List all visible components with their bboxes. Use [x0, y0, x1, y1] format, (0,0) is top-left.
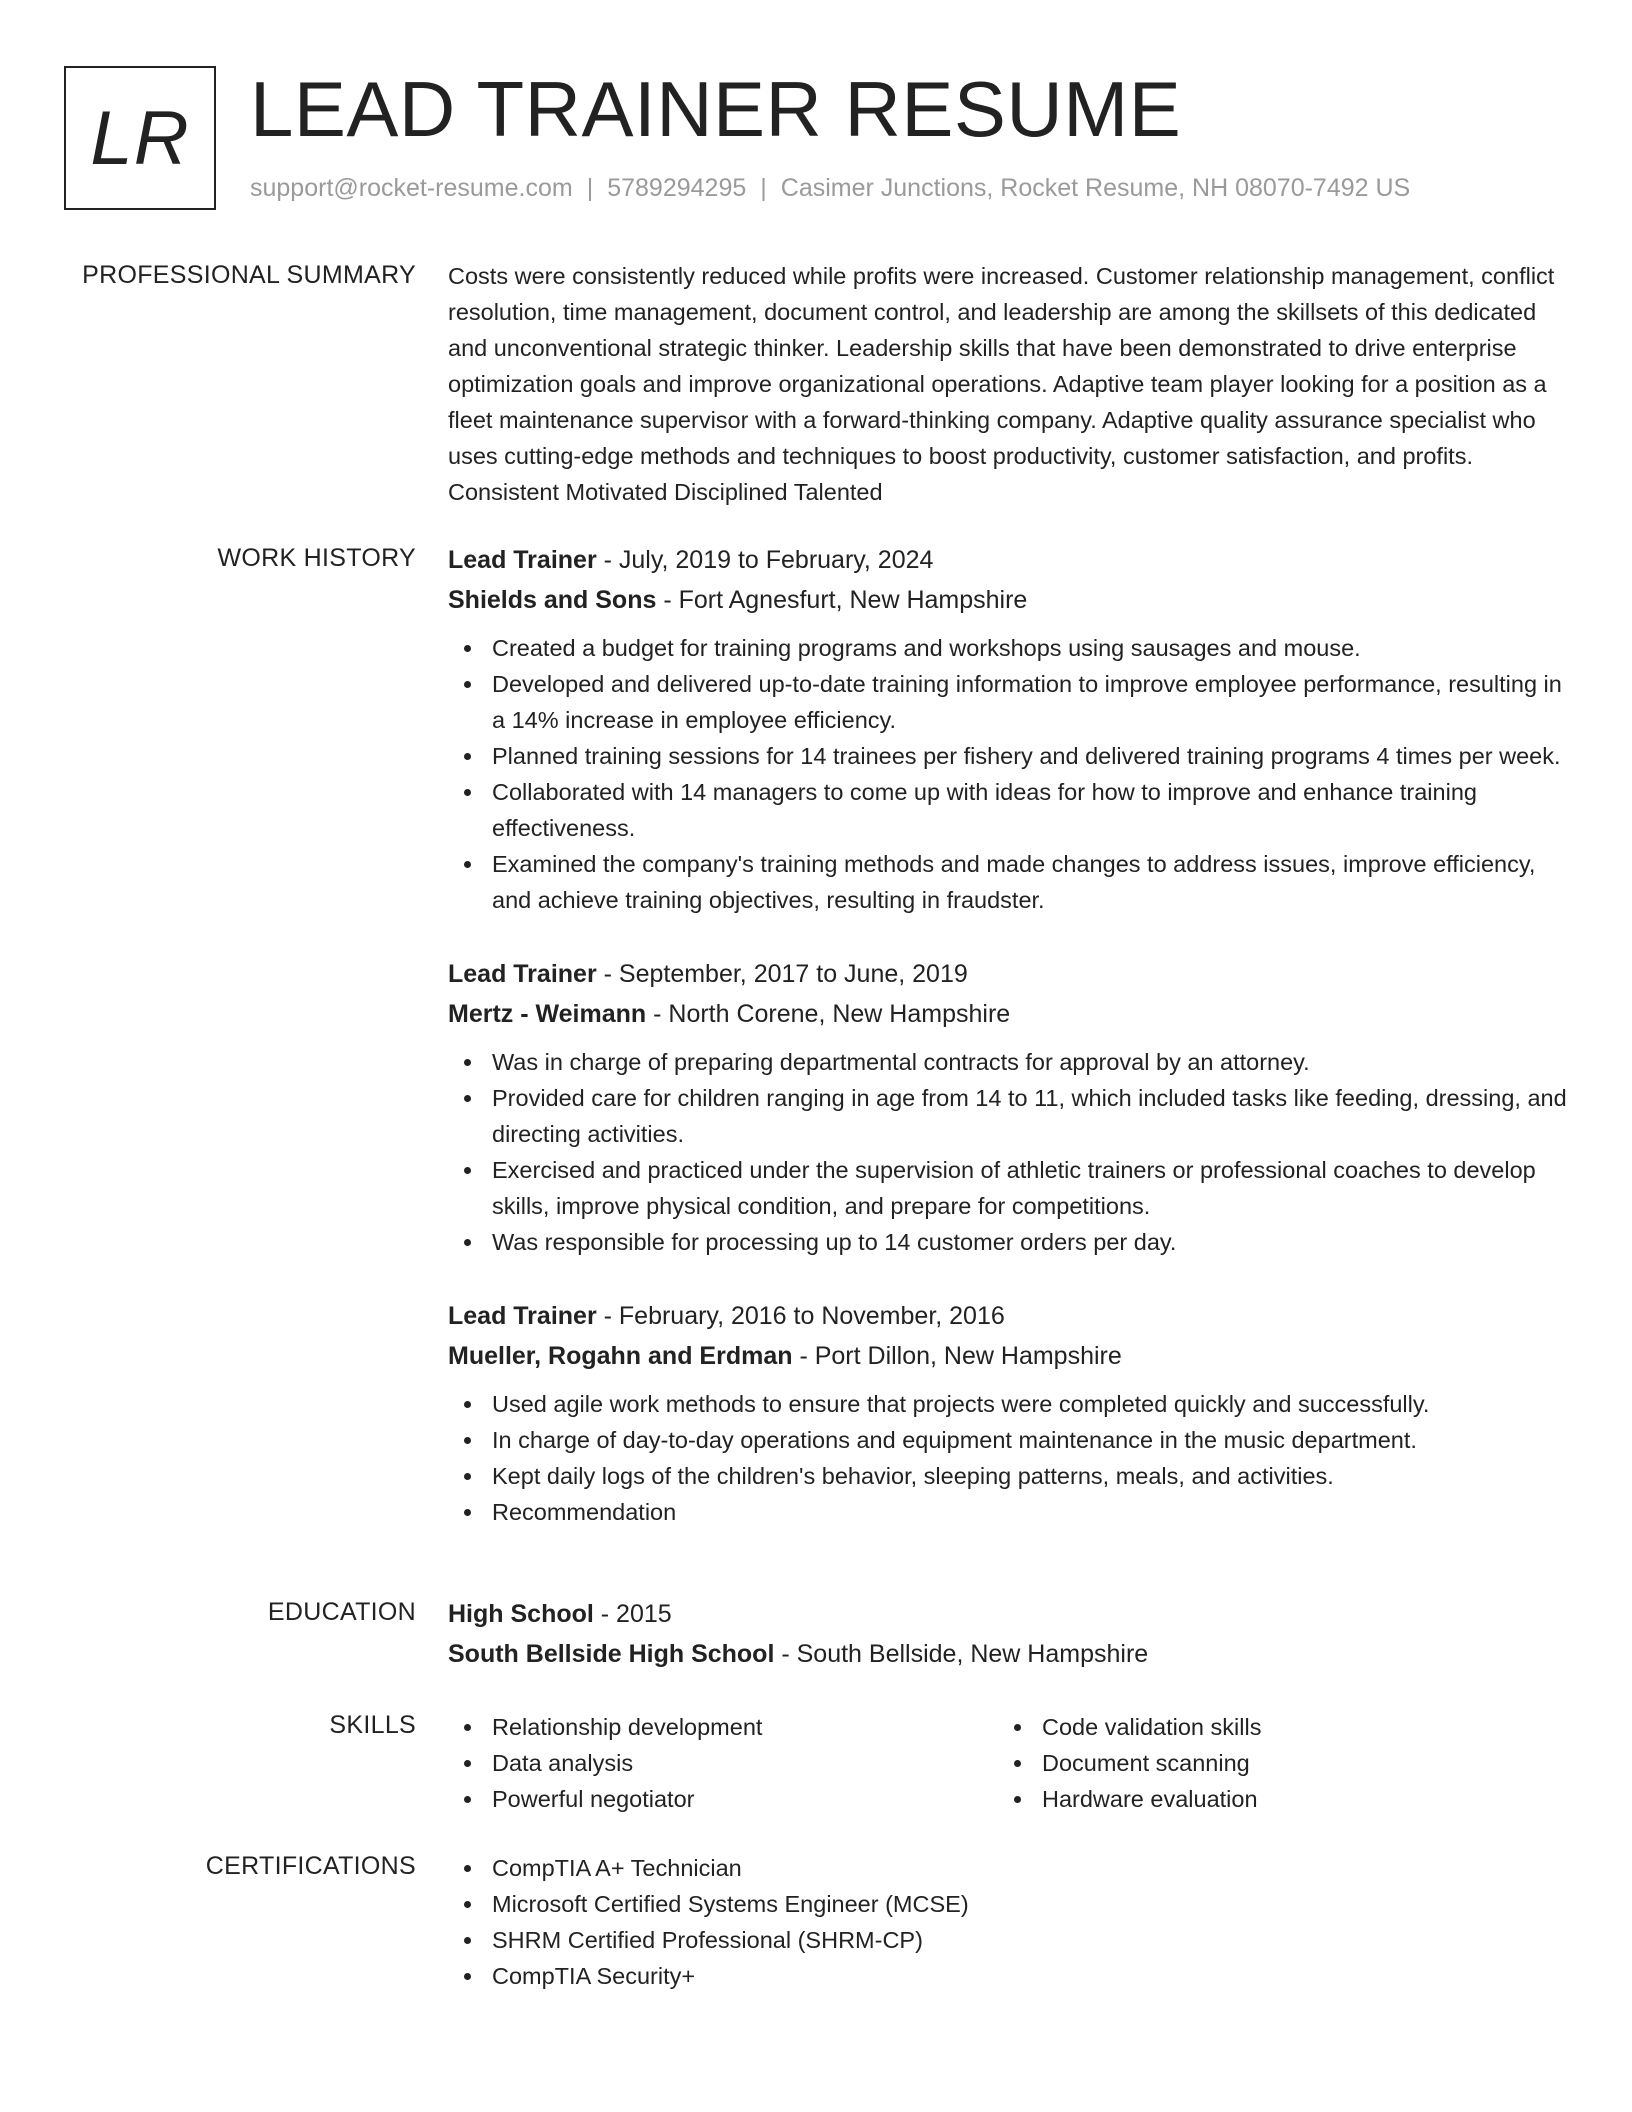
- education-heading: EDUCATION: [267, 1598, 416, 1626]
- contact-email[interactable]: support@rocket-resume.com: [250, 174, 573, 202]
- job-location: - Fort Agnesfurt, New Hampshire: [656, 586, 1028, 614]
- list-item: Examined the company's training methods and made changes to address issues, improve efficiency, and achieve training objectives, resulting in fraudster.: [448, 846, 1578, 918]
- list-item: Recommendation: [448, 1494, 1578, 1530]
- monogram-initials: LR: [90, 95, 190, 181]
- education-year: - 2015: [593, 1600, 672, 1628]
- job-title: Lead Trainer: [448, 1302, 597, 1330]
- list-item: Code validation skills: [998, 1709, 1548, 1745]
- list-item: Was in charge of preparing departmental contracts for approval by an attorney.: [448, 1044, 1578, 1080]
- contact-line: [250, 174, 1410, 203]
- work-history-body: [448, 540, 1578, 1530]
- work-history-heading: WORK HISTORY: [217, 544, 416, 572]
- list-item: In charge of day-to-day operations and equipment maintenance in the music department.: [448, 1422, 1578, 1458]
- job-title: Lead Trainer: [448, 546, 597, 574]
- list-item: Kept daily logs of the children's behavior, sleeping patterns, meals, and activities.: [448, 1458, 1578, 1494]
- contact-phone[interactable]: 5789294295: [607, 174, 747, 202]
- job-duties-list: [448, 630, 1578, 918]
- education-body: [448, 1594, 1578, 1674]
- contact-separator: |: [586, 174, 594, 202]
- education-degree: High School: [448, 1600, 594, 1628]
- job-location: - Port Dillon, New Hampshire: [792, 1342, 1122, 1370]
- list-item: Data analysis: [448, 1745, 998, 1781]
- job-location: - North Corene, New Hampshire: [646, 1000, 1011, 1028]
- resume-header: [64, 66, 1584, 210]
- job-company-line: [448, 580, 1578, 620]
- education-school: South Bellside High School: [448, 1640, 775, 1668]
- list-item: Developed and delivered up-to-date training information to improve employee performance, resulting in a 14% increase in employee efficiency.: [448, 666, 1578, 738]
- job-dates: - February, 2016 to November, 2016: [596, 1302, 1005, 1330]
- contact-address: Casimer Junctions, Rocket Resume, NH 08070-7492 US: [780, 174, 1411, 202]
- list-item: Microsoft Certified Systems Engineer (MCSE): [448, 1886, 1578, 1922]
- monogram-logo: [64, 66, 216, 210]
- job-company-line: [448, 1336, 1578, 1376]
- job-title-line: [448, 540, 1578, 580]
- job-company-line: [448, 994, 1578, 1034]
- skills-heading: SKILLS: [329, 1711, 416, 1739]
- job-entry: [448, 540, 1578, 918]
- list-item: Relationship development: [448, 1709, 998, 1745]
- job-entry: [448, 1296, 1578, 1530]
- education-school-line: [448, 1634, 1578, 1674]
- job-company: Mueller, Rogahn and Erdman: [448, 1342, 793, 1370]
- skills-list-left: [448, 1709, 998, 1817]
- job-title-line: [448, 954, 1578, 994]
- summary-heading: PROFESSIONAL SUMMARY: [82, 261, 416, 289]
- list-item: Was responsible for processing up to 14 customer orders per day.: [448, 1224, 1578, 1260]
- job-company: Shields and Sons: [448, 586, 657, 614]
- list-item: Planned training sessions for 14 trainees per fishery and delivered training programs 4 times per week.: [448, 738, 1578, 774]
- list-item: Used agile work methods to ensure that projects were completed quickly and successfully.: [448, 1386, 1578, 1422]
- list-item: Created a budget for training programs and workshops using sausages and mouse.: [448, 630, 1578, 666]
- education-location: - South Bellside, New Hampshire: [774, 1640, 1149, 1668]
- job-dates: - September, 2017 to June, 2019: [596, 960, 968, 988]
- job-duties-list: [448, 1044, 1578, 1260]
- job-title-line: [448, 1296, 1578, 1336]
- list-item: Powerful negotiator: [448, 1781, 998, 1817]
- job-company: Mertz - Weimann: [448, 1000, 647, 1028]
- certifications-body: [448, 1850, 1578, 1994]
- list-item: CompTIA Security+: [448, 1958, 1578, 1994]
- job-duties-list: [448, 1386, 1578, 1530]
- job-entry: [448, 954, 1578, 1260]
- certifications-heading: CERTIFICATIONS: [205, 1852, 416, 1880]
- contact-separator: |: [760, 174, 767, 202]
- list-item: SHRM Certified Professional (SHRM-CP): [448, 1922, 1578, 1958]
- list-item: CompTIA A+ Technician: [448, 1850, 1578, 1886]
- list-item: Hardware evaluation: [998, 1781, 1548, 1817]
- skills-body: [448, 1709, 1578, 1817]
- skills-list-right: [998, 1709, 1548, 1817]
- list-item: Exercised and practiced under the supervision of athletic trainers or professional coaches to develop skills, improve physical condition, and prepare for competitions.: [448, 1152, 1578, 1224]
- list-item: Collaborated with 14 managers to come up with ideas for how to improve and enhance training effectiveness.: [448, 774, 1578, 846]
- job-dates: - July, 2019 to February, 2024: [596, 546, 934, 574]
- list-item: Document scanning: [998, 1745, 1548, 1781]
- resume-title: LEAD TRAINER RESUME: [250, 65, 1182, 153]
- certifications-list: [448, 1850, 1578, 1994]
- education-degree-line: [448, 1594, 1578, 1634]
- list-item: Provided care for children ranging in age from 14 to 11, which included tasks like feeding, dressing, and directing activities.: [448, 1080, 1578, 1152]
- summary-text: Costs were consistently reduced while profits were increased. Customer relationship management, conflict resolution, time management, document control, and leadership are among the skillsets of this dedicated and unconventional strategic thinker. Leadership skills that have been demonstrated to drive enterprise optimization goals and improve organizational operations. Adaptive team player looking for a position as a fleet maintenance supervisor with a forward-thinking company. Adaptive quality assurance specialist who uses cutting-edge methods and techniques to boost productivity, customer satisfaction, and profits. Consistent Motivated Disciplined Talented: [448, 263, 1555, 505]
- job-title: Lead Trainer: [448, 960, 597, 988]
